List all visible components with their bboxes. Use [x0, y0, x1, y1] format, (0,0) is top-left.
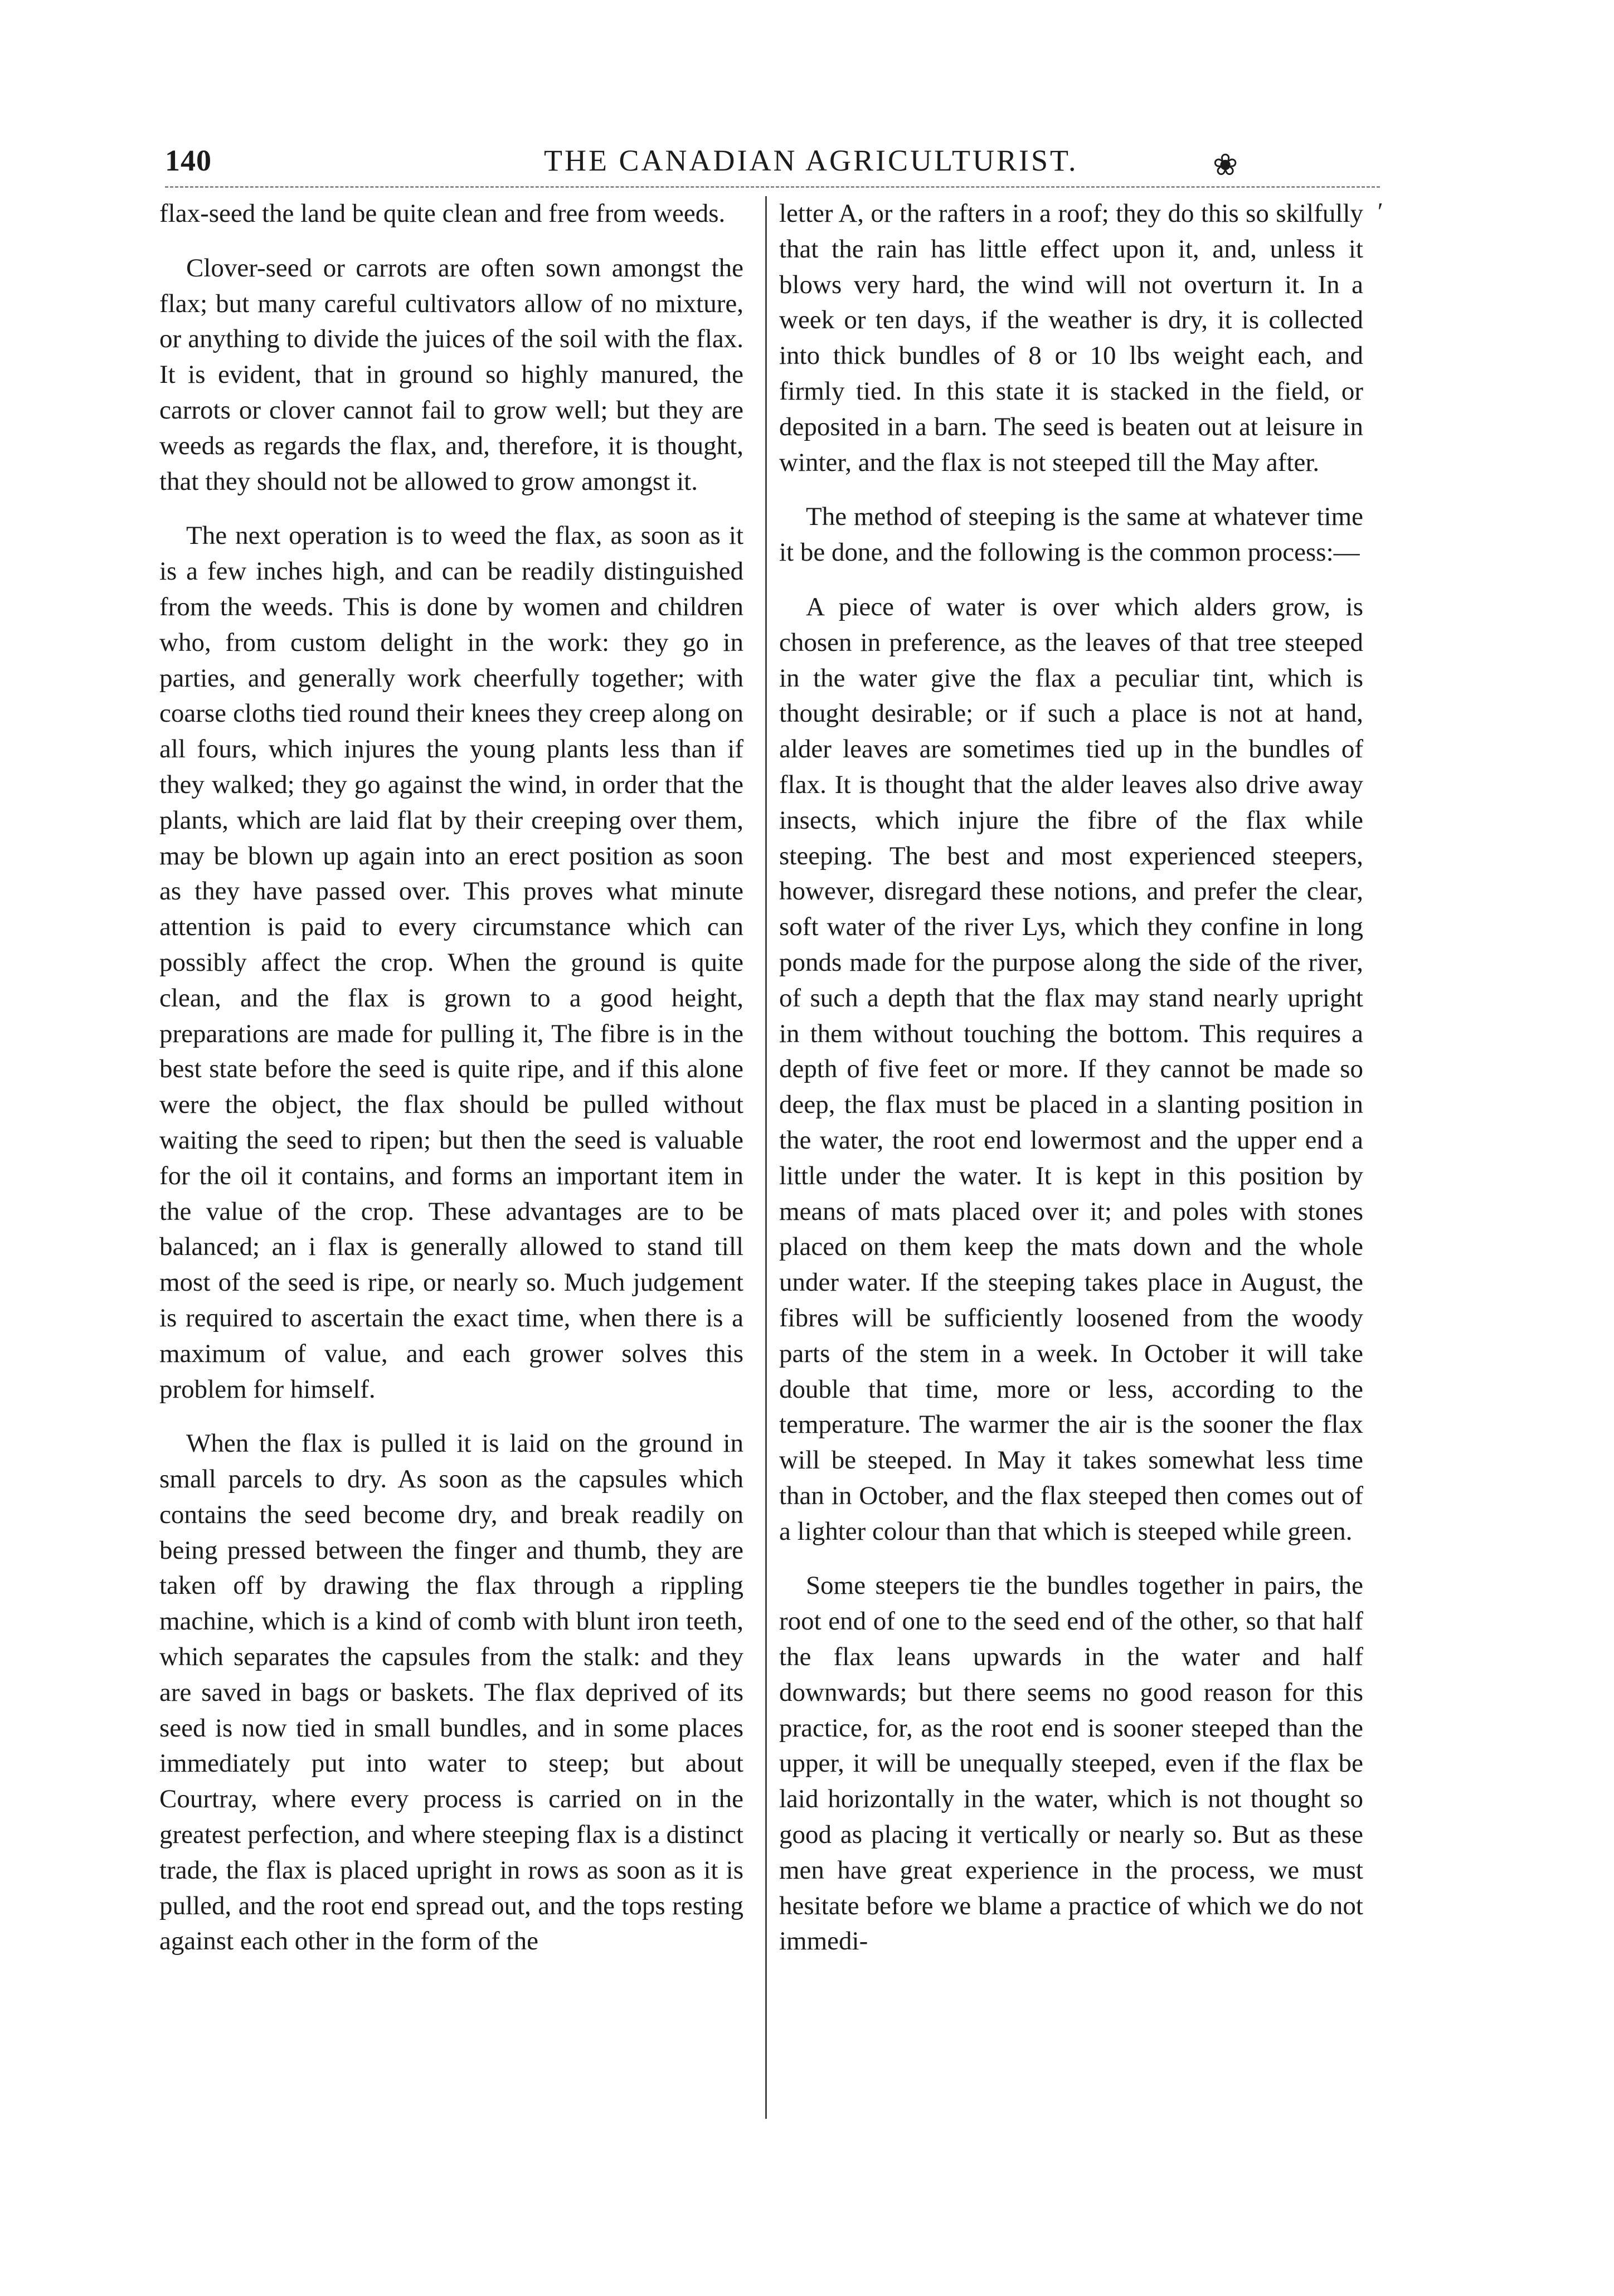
- paragraph: letter A, or the rafters in a roof; they do this so skilfully that the rain has little effect upon it, and, unless it blows very hard, the wind will not overturn it. In a week or ten days, if the weather is dry, it is collected into thick bundles of 8 or 10 lbs weight each, and firmly tied. In this state it is stacked in the field, or deposited in a barn. The seed is beaten out at leisure in winter, and the flax is not steeped till the May after.: [779, 199, 1363, 477]
- page-header: [165, 143, 1389, 189]
- paragraph: Clover-seed or carrots are often sown amongst the flax; but many careful cultivators allow of no mixture, or anything to divide the juices of the soil with the flax. It is evident, that in ground so highly manured, the carrots or clover cannot fail to grow well; but they are weeds as regards the flax, and, therefore, it is thought, that they should not be allowed to grow amongst it.: [159, 253, 743, 496]
- paragraph: flax-seed the land be quite clean and free from weeds.: [159, 199, 726, 228]
- paragraph: A piece of water is over which alders grow, is chosen in preference, as the leaves of that tree steeped in the water give the flax a peculiar tint, which is thought desirable; or if such a place is not at hand, alder leaves are sometimes tied up in the bundles of flax. It is thought that the alder leaves also drive away insects, which injure the fibre of the flax while steeping. The best and most experienced steepers, however, disregard these notions, and prefer the clear, soft water of the river Lys, which they confine in long ponds made for the purpose along the side of the river, of such a depth that the flax may stand nearly upright in them without touching the bottom. This requires a depth of five feet or more. If they cannot be made so deep, the flax must be placed in a slanting position in the water, the root end lowermost and the upper end a little under the water. It is kept in this position by means of mats placed over it; and poles with stones placed on them keep the mats down and the whole under water. If the steeping takes place in August, the fibres will be sufficiently loosened from the woody parts of the stem in a week. In October it will take double that time, more or less, according to the temperature. The warmer the air is the sooner the flax will be steeped. In May it takes somewhat less time than in October, and the flax steeped then comes out of a lighter colour than that which is steeped while green.: [779, 592, 1363, 1546]
- running-title: THE CANADIAN AGRICULTURIST.: [544, 144, 1078, 177]
- left-column: [159, 196, 743, 1959]
- column-divider: [765, 196, 767, 2119]
- header-rule: [165, 186, 1380, 188]
- page-number: 140: [165, 144, 212, 177]
- paragraph: The method of steeping is the same at whatever time it be done, and the following is the common process:—: [779, 502, 1363, 567]
- paragraph: Some steepers tie the bundles together in pairs, the root end of one to the seed end of the other, so that half the flax leans upwards in the water and half downwards; but there seems no good reason for this practice, for, as the root end is sooner steeped than the upper, it will be unequally steeped, even if the flax be laid horizontally in the water, which is not thought so good as placing it vertically or nearly so. But as these men have great experience in the process, we must hesitate before we blame a practice of which we do not immedi-: [779, 1571, 1363, 1956]
- margin-mark: ′: [1378, 198, 1383, 225]
- paragraph: The next operation is to weed the flax, as soon as it is a few inches high, and can be readily distinguished from the weeds. This is done by women and children who, from custom delight in the work: they go in parties, and generally work cheerfully together; with coarse cloths tied round their knees they creep along on all fours, which injures the young plants less than if they walked; they go against the wind, in order that the plants, which are laid flat by their creeping over them, may be blown up again into an erect position as soon as they have passed over. This proves what minute attention is paid to every circumstance which can possibly affect the crop. When the ground is quite clean, and the flax is grown to a good height, preparations are made for pulling it, The fibre is in the best state before the seed is quite ripe, and if this alone were the object, the flax should be pulled without waiting the seed to ripen; but then the seed is valuable for the oil it contains, and forms an important item in the value of the crop. These advantages are to be balanced; an i flax is generally allowed to stand till most of the seed is ripe, or nearly so. Much judgement is required to ascertain the exact time, when there is a maximum of value, and each grower solves this problem for himself.: [159, 521, 743, 1404]
- right-column: [779, 196, 1363, 1959]
- ornament-icon: ❀: [1213, 148, 1238, 182]
- paragraph: When the flax is pulled it is laid on the ground in small parcels to dry. As soon as the capsules which contains the seed become dry, and break readily on being pressed between the finger and thumb, they are taken off by drawing the flax through a rippling machine, which is a kind of comb with blunt iron teeth, which separates the capsules from the stalk: and they are saved in bags or baskets. The flax deprived of its seed is now tied in small bundles, and in some places immediately put into water to steep; but about Courtray, where every process is carried on in the greatest perfection, and where steeping flax is a distinct trade, the flax is placed upright in rows as soon as it is pulled, and the root end spread out, and the tops resting against each other in the form of the: [159, 1429, 743, 1956]
